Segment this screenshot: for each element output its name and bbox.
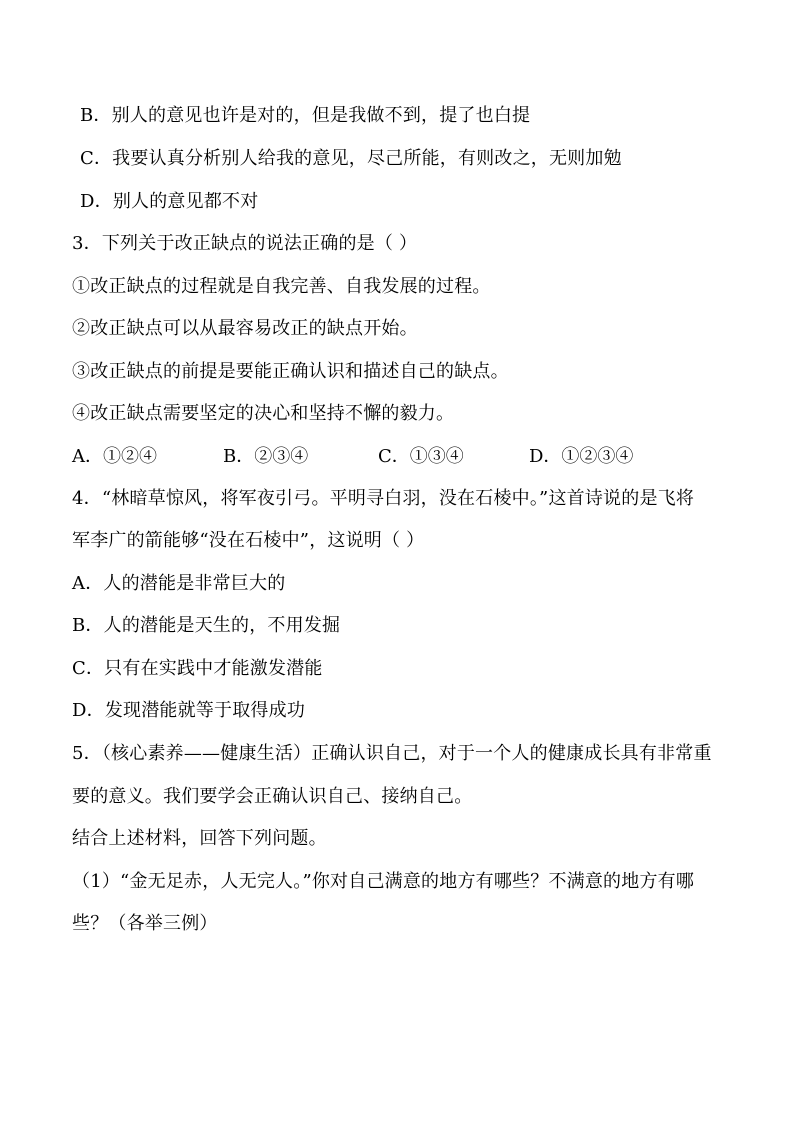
q3-option-c: C．①③④ <box>378 446 464 467</box>
q3-statement-2: ②改正缺点可以从最容易改正的缺点开始。 <box>72 318 418 339</box>
q5-instruction: 结合上述材料，回答下列问题。 <box>72 828 327 849</box>
q5-subquestion-1-line-1: （1）“金无足赤，人无完人。”你对自己满意的地方有哪些？不满意的地方有哪 <box>72 871 695 892</box>
q3-statement-1: ①改正缺点的过程就是自我完善、自我发展的过程。 <box>72 276 491 297</box>
q4-option-b: B．人的潜能是天生的，不用发掘 <box>72 615 341 636</box>
q3-stem: 3．下列关于改正缺点的说法正确的是（ ） <box>72 233 418 254</box>
q5-stem-line-1: 5．（核心素养——健康生活）正确认识自己，对于一个人的健康成长具有非常重 <box>72 743 712 764</box>
q4-option-c: C．只有在实践中才能激发潜能 <box>72 658 323 679</box>
q2-option-b: B．别人的意见也许是对的，但是我做不到，提了也白提 <box>80 105 531 126</box>
q4-option-d: D．发现潜能就等于取得成功 <box>72 700 306 721</box>
q5-stem-line-2: 要的意义。我们要学会正确认识自己、接纳自己。 <box>72 786 473 807</box>
q2-option-d: D．别人的意见都不对 <box>80 191 259 212</box>
q5-subquestion-1-line-2: 些？（各举三例） <box>72 913 218 934</box>
q3-statement-4: ④改正缺点需要坚定的决心和坚持不懈的毅力。 <box>72 403 455 424</box>
q3-statement-3: ③改正缺点的前提是要能正确认识和描述自己的缺点。 <box>72 361 509 382</box>
q4-stem-line-1: 4．“林暗草惊风，将军夜引弓。平明寻白羽，没在石棱中。”这首诗说的是飞将 <box>72 488 695 509</box>
q3-option-a: A．①②④ <box>72 446 157 467</box>
q3-option-d: D．①②③④ <box>529 446 634 467</box>
q4-option-a: A．人的潜能是非常巨大的 <box>72 573 286 594</box>
q3-option-b: B．②③④ <box>223 446 309 467</box>
q2-option-c: C．我要认真分析别人给我的意见，尽己所能，有则改之，无则加勉 <box>80 148 622 169</box>
q4-stem-line-2: 军李广的箭能够“没在石棱中”，这说明（ ） <box>72 530 425 551</box>
